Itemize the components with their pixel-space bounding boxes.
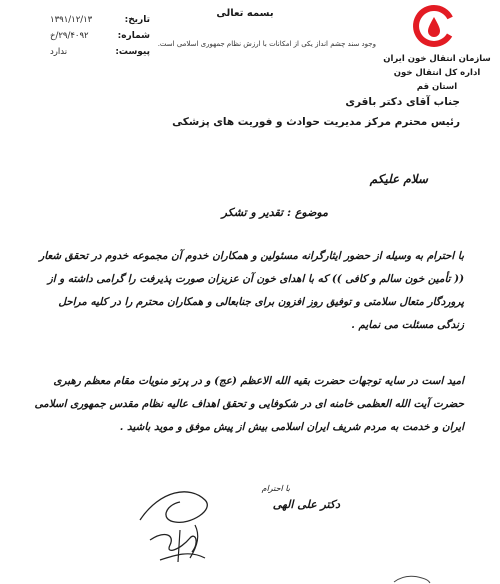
basmala-heading: بسمه تعالی <box>216 8 274 19</box>
date-value: ۱۳۹۱/۱۲/۱۳ <box>50 15 93 25</box>
number-label: شماره: <box>117 31 150 41</box>
subject-line: موضوع : تقدیر و تشکر <box>221 206 328 219</box>
org-name-line2: اداره کل انتقال خون استان قم <box>393 68 481 92</box>
recipient-name: جناب آقای دکتر باقری <box>345 96 460 108</box>
recipient-title: رئیس محترم مرکز مدیریت حوادث و فوریت های پزشکی <box>172 116 460 128</box>
date-row <box>50 12 150 28</box>
blood-drop-logo-icon <box>412 4 456 48</box>
slogan-text: وجود سند چشم انداز یکی از امکانات با ارزش نظام جمهوری اسلامی است. <box>157 40 376 48</box>
number-row <box>50 28 150 44</box>
recipient-block <box>140 92 460 132</box>
body-paragraph-1: با احترام به وسیله از حضور ایثارگرانه مسئولین و همکاران خدوم آن مجموعه خدوم در تحقق شعار (( تأمین خون سالم و کافی )) که با اهدای خون آن عزیزان صورت پذیرفت را گرامی داشته و از پروردگار متعال سلامتی و توفیق روز افزون برای جنابعالی و همکاران محترم را در کلیه مراحل زندگی مسئلت می نمایم . <box>39 250 464 331</box>
closing-label: با احترام <box>261 484 290 493</box>
body-paragraph-2: امید است در سایه توجهات حضرت بقیه الله الاعظم (عج) و در پرتو منویات مقام معظم رهبری حضرت آیت الله العظمی خامنه ای در شکوفایی و تحقق اهداف عالیه نظام مقدس جمهوری اسلامی ایران و خدمت به مردم شریف ایران اسلامی بیش از پیش موفق و موید باشید . <box>34 375 464 433</box>
letter-meta <box>50 12 150 60</box>
greeting: سلام علیکم <box>369 172 428 186</box>
stamp-mark <box>392 572 432 584</box>
date-label: تاریخ: <box>124 15 150 25</box>
attachment-label: پیوست: <box>115 47 150 57</box>
number-value: ۲۹/۴۰۹۲/خ <box>50 31 89 41</box>
organization-name <box>382 52 492 94</box>
attachment-row <box>50 44 150 60</box>
signer-name: دکتر علی الهی <box>272 498 340 511</box>
handwritten-signature <box>120 480 240 570</box>
attachment-value: ندارد <box>50 47 68 57</box>
org-name-line1: سازمان انتقال خون ایران <box>383 54 491 64</box>
